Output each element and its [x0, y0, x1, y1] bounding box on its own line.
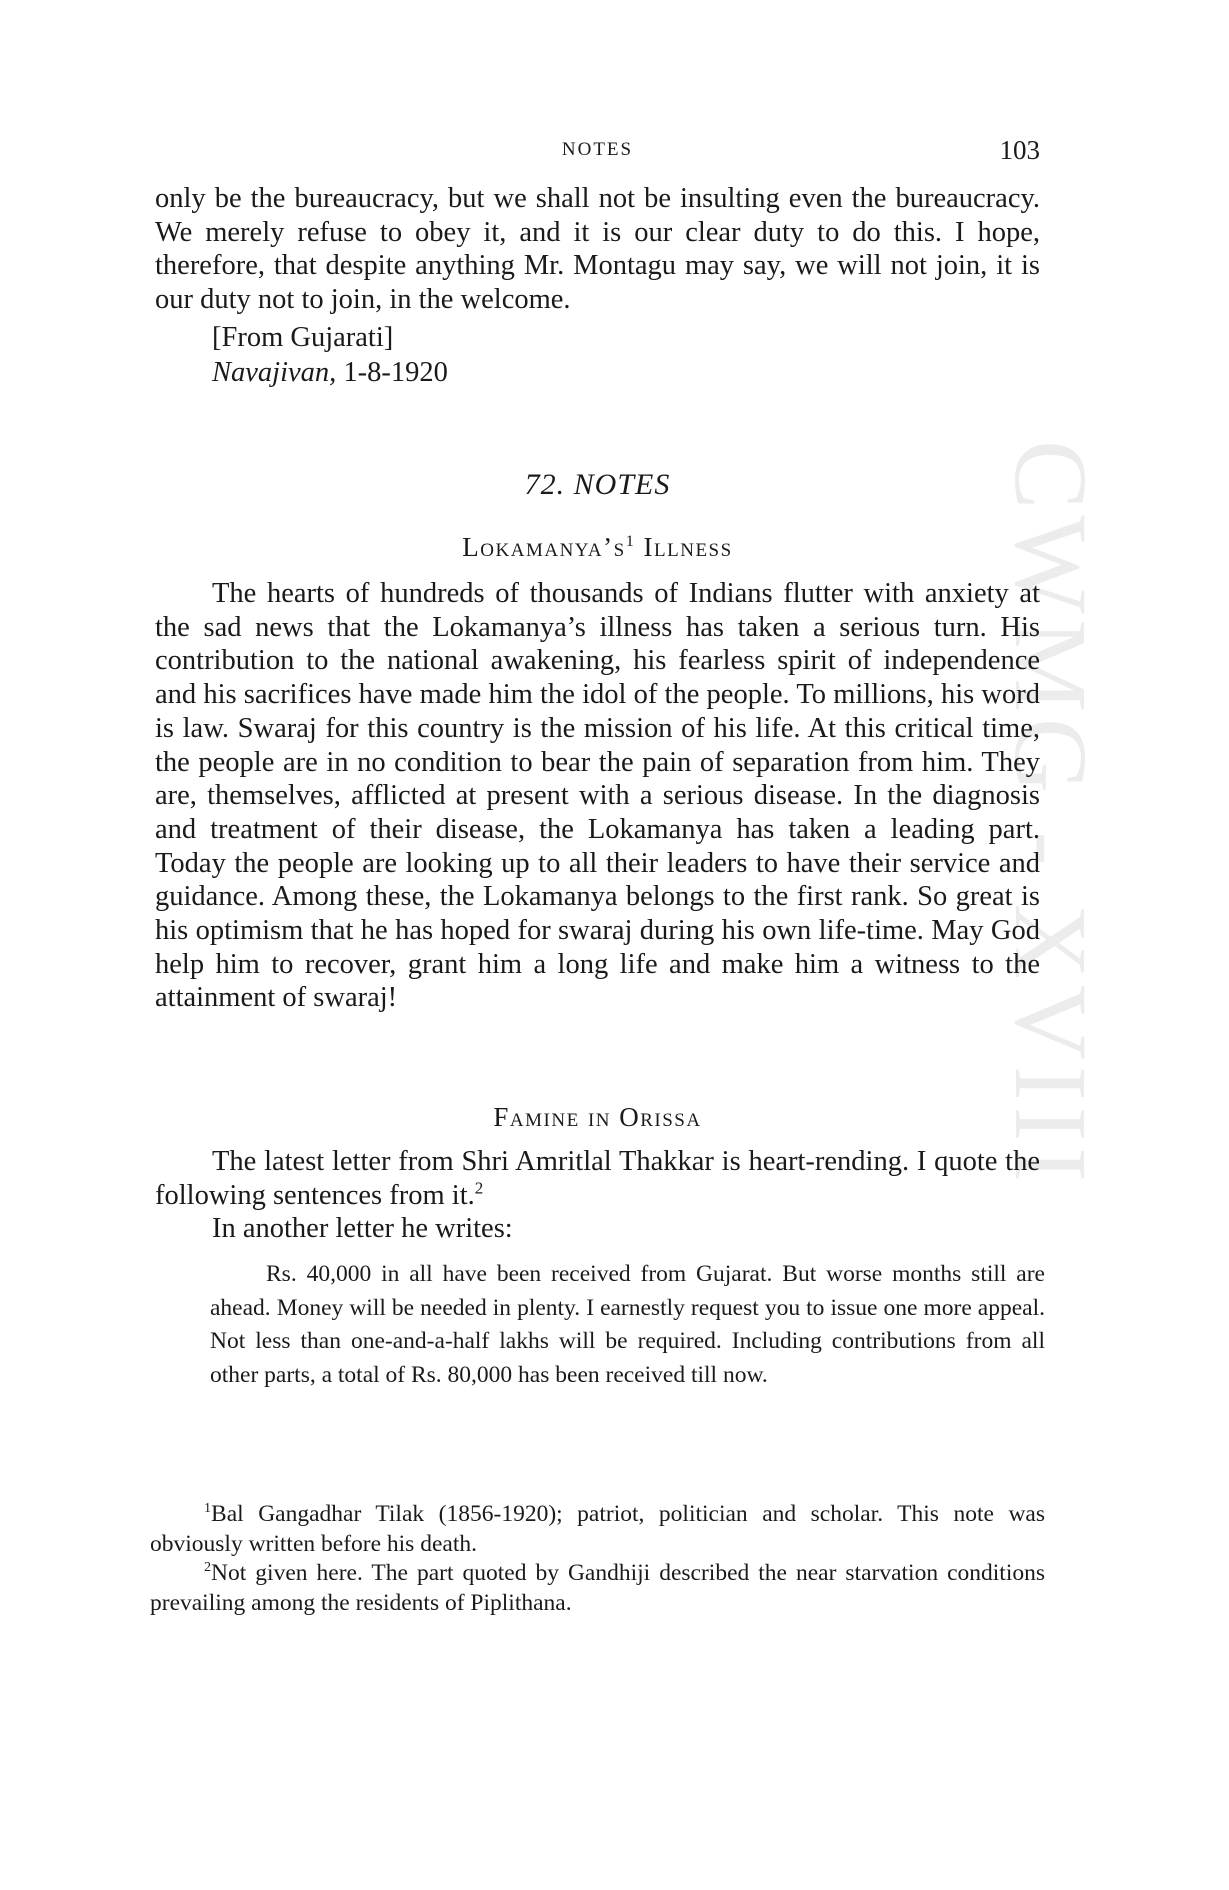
footnote-ref-1: 1 [625, 532, 636, 550]
opening-paragraph: only be the bureaucracy, but we shall not be insulting even the bureaucracy. We merely refuse to obey it, and it is our clear duty to do this. I hope, therefore, that despite anything Mr. Montagu may say, we will not join, it is our duty not to join, in the welcome. [155, 183, 1040, 316]
section2-body-text: The latest letter from Shri Amritlal Thakkar is heart-rending. I quote the following sentences from it. [155, 1146, 1040, 1211]
section-heading-famine: Famine in Orissa [493, 1102, 702, 1132]
footnote-2-marker: 2 [204, 1559, 212, 1576]
footnote-1-text: Bal Gangadhar Tilak (1856-1920); patriot, politician and scholar. This note was obviously written before his death. [150, 1501, 1045, 1557]
running-head-title: NOTES [561, 139, 634, 160]
section1-heading-after: Illness [635, 532, 733, 562]
section1-heading-before: Lokamanya’s [462, 532, 626, 562]
section2-paragraph [155, 1145, 1040, 1212]
footnote-1-marker: 1 [204, 1500, 212, 1517]
footnote-ref-2: 2 [474, 1178, 484, 1198]
watermark: CWMG - XVIII [993, 440, 1108, 1188]
source-date: 1-8-1920 [343, 357, 448, 388]
document-title [155, 468, 1040, 502]
running-head [155, 135, 1040, 167]
block-quote: Rs. 40,000 in all have been received from Gujarat. But worse months still are ahead. Money will be needed in plenty. I earnestly request you to issue one more appeal. Not less than one-and-a-half lakhs will be required. Including contributions from all other parts, a total of Rs. 80,000 has been received till now. [210, 1261, 1045, 1388]
document-number: 72. [524, 468, 566, 501]
source-language: [From Gujarati] [212, 322, 394, 353]
source-publication: Navajivan, [212, 357, 337, 388]
section-heading-lokamanya [155, 532, 1040, 563]
page-number: 103 [999, 135, 1040, 165]
footnote-2 [150, 1559, 1045, 1618]
section2-line2: In another letter he writes: [212, 1213, 513, 1244]
document-title-text: NOTES [573, 468, 671, 501]
source-citation [212, 357, 448, 389]
footnote-1 [150, 1500, 1045, 1559]
section1-paragraph: The hearts of hundreds of thousands of Indians flutter with anxiety at the sad news that the Lokamanya’s illness has taken a serious turn. His contribution to the national awakening, his fearless spirit of independence and his sacrifices have made him the idol of the people. To millions, his word is law. Swaraj for this country is the mission of his life. At this critical time, the people are in no condition to bear the pain of separation from him. They are, themselves, afflicted at present with a serious disease. In the diagnosis and treatment of their disease, the Lokamanya has taken a leading part. Today the people are looking up to all their leaders to have their service and guidance. Among these, the Lokamanya belongs to the first rank. So great is his optimism that he has hoped for swaraj during his own life-time. May God help him to recover, grant him a long life and make him a witness to the attainment of swaraj! [155, 578, 1040, 1014]
footnote-2-text: Not given here. The part quoted by Gandhiji described the near starvation conditions prevailing among the residents of Piplithana. [150, 1560, 1045, 1616]
